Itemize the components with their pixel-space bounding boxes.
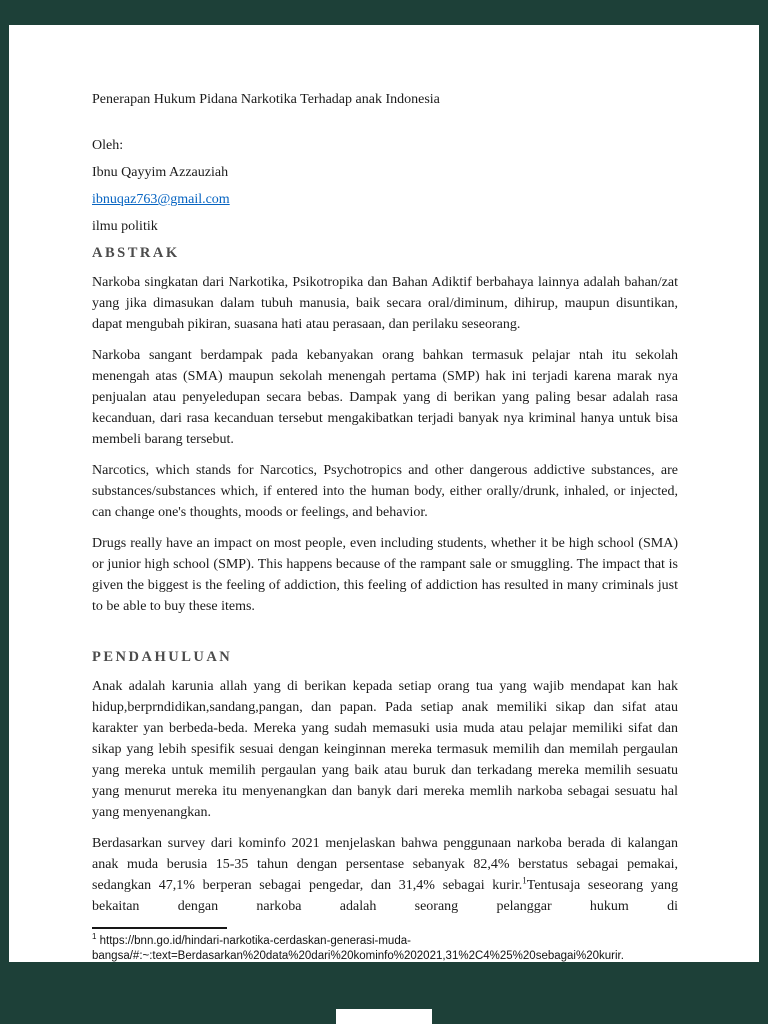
byline-label: Oleh: xyxy=(92,138,124,153)
introduction-paragraph-2-continued: Tentusaja seseorang yang bekaitan dengan narkoba adalah seorang pelanggar hukum di xyxy=(92,878,678,914)
introduction-heading: PENDAHULUAN xyxy=(92,649,233,665)
introduction-paragraph-1: Anak adalah karunia allah yang di berikan kepada setiap orang tua yang wajib mendapat kan hak hidup,berprndidikan,sandang,pangan, dan papan. Pada setiap anak memiliki sikap dan sifat atau karakter yan berbeda-beda. Mereka yang sudah memasuki usia muda atau pelajar memiliki sifat dan sikap yang lebih spesifik sesuai dengan keinginnan mereka termasuk memilih dan memilah pergaulan yang mereka untuk memilih pergaulan yang baik atau buruk dan terkadang mereka memilih sesuatu yang menurut mereka itu menyenangkan dan banyk dari mereka memlih narkoba sebagai sesuatu hal yang menyenangkan. xyxy=(92,679,678,820)
abstract-paragraph-3: Narcotics, which stands for Narcotics, Psychotropics and other dangerous addictive substances, are substances/substances which, if entered into the human body, either orally/drunk, inhaled, or injected, can change one's thoughts, moods or feelings, and behavior. xyxy=(92,463,678,520)
footnote-marker: 1 xyxy=(92,932,97,942)
page-content xyxy=(9,25,759,964)
email-link[interactable]: ibnuqaz763@gmail.com xyxy=(92,192,230,207)
footnote-separator-rule xyxy=(92,927,227,929)
abstract-paragraph-2: Narkoba sangant berdampak pada kebanyakan orang bahkan termasuk pelajar ntah itu sekolah menengah atas (SMA) maupun sekolah menengah pertama (SMP) hak ini terjadi karena marak nya penjualan atau penyeledupan secara bebas. Dampak yang di berikan yang paling besar adalah rasa kecanduan, dari rasa kecanduan tersebut mengakibatkan terjadi banyak nya kriminal hanya untuk bisa membeli barang tersebut. xyxy=(92,348,678,447)
field-of-study: ilmu politik xyxy=(92,219,158,234)
footnote-reference-mark: 1 xyxy=(522,875,527,886)
introduction-paragraph-2-text: Berdasarkan survey dari kominfo 2021 menjelaskan bahwa penggunaan narkoba berada di kalangan anak muda berusia 15-35 tahun dengan persentase sebanyak 82,4% berstatus sebagai pemakai, sedangkan 47,1% berperan sebagai pengedar, dan 31,4% sebagai kurir. xyxy=(92,836,678,893)
abstract-paragraph-1: Narkoba singkatan dari Narkotika, Psikotropika dan Bahan Adiktif berbahaya lainnya adalah bahan/zat yang jika dimasukan dalam tubuh manusia, baik secara oral/diminum, dihirup, maupun disuntikan, dapat mengubah pikiran, suasana hati atau perasaan, dan perilaku seseorang. xyxy=(92,275,678,332)
abstract-heading: ABSTRAK xyxy=(92,245,180,261)
byline-block xyxy=(92,135,678,237)
next-page-preview-sliver xyxy=(336,1009,432,1024)
introduction-paragraph-2 xyxy=(92,833,678,917)
document-title: Penerapan Hukum Pidana Narkotika Terhadap anak Indonesia xyxy=(92,92,440,107)
abstract-paragraph-4: Drugs really have an impact on most people, even including students, whether it be high school (SMA) or junior high school (SMP). This happens because of the rampant sale or smuggling. The impact that is given the biggest is the feeling of addiction, this feeling of addiction has resulted in many criminals just to be able to buy these items. xyxy=(92,536,678,614)
document-page xyxy=(9,25,759,962)
footnote-url: https://bnn.go.id/hindari-narkotika-cerdaskan-generasi-muda-bangsa/#:~:text=Berdasarkan%20data%20dari%20kominfo%202021,31%2C4%25%20sebagai%20kurir. xyxy=(92,935,624,962)
author-name: Ibnu Qayyim Azzauziah xyxy=(92,165,229,180)
footnote-block xyxy=(92,927,678,964)
footnote-text xyxy=(92,934,678,964)
